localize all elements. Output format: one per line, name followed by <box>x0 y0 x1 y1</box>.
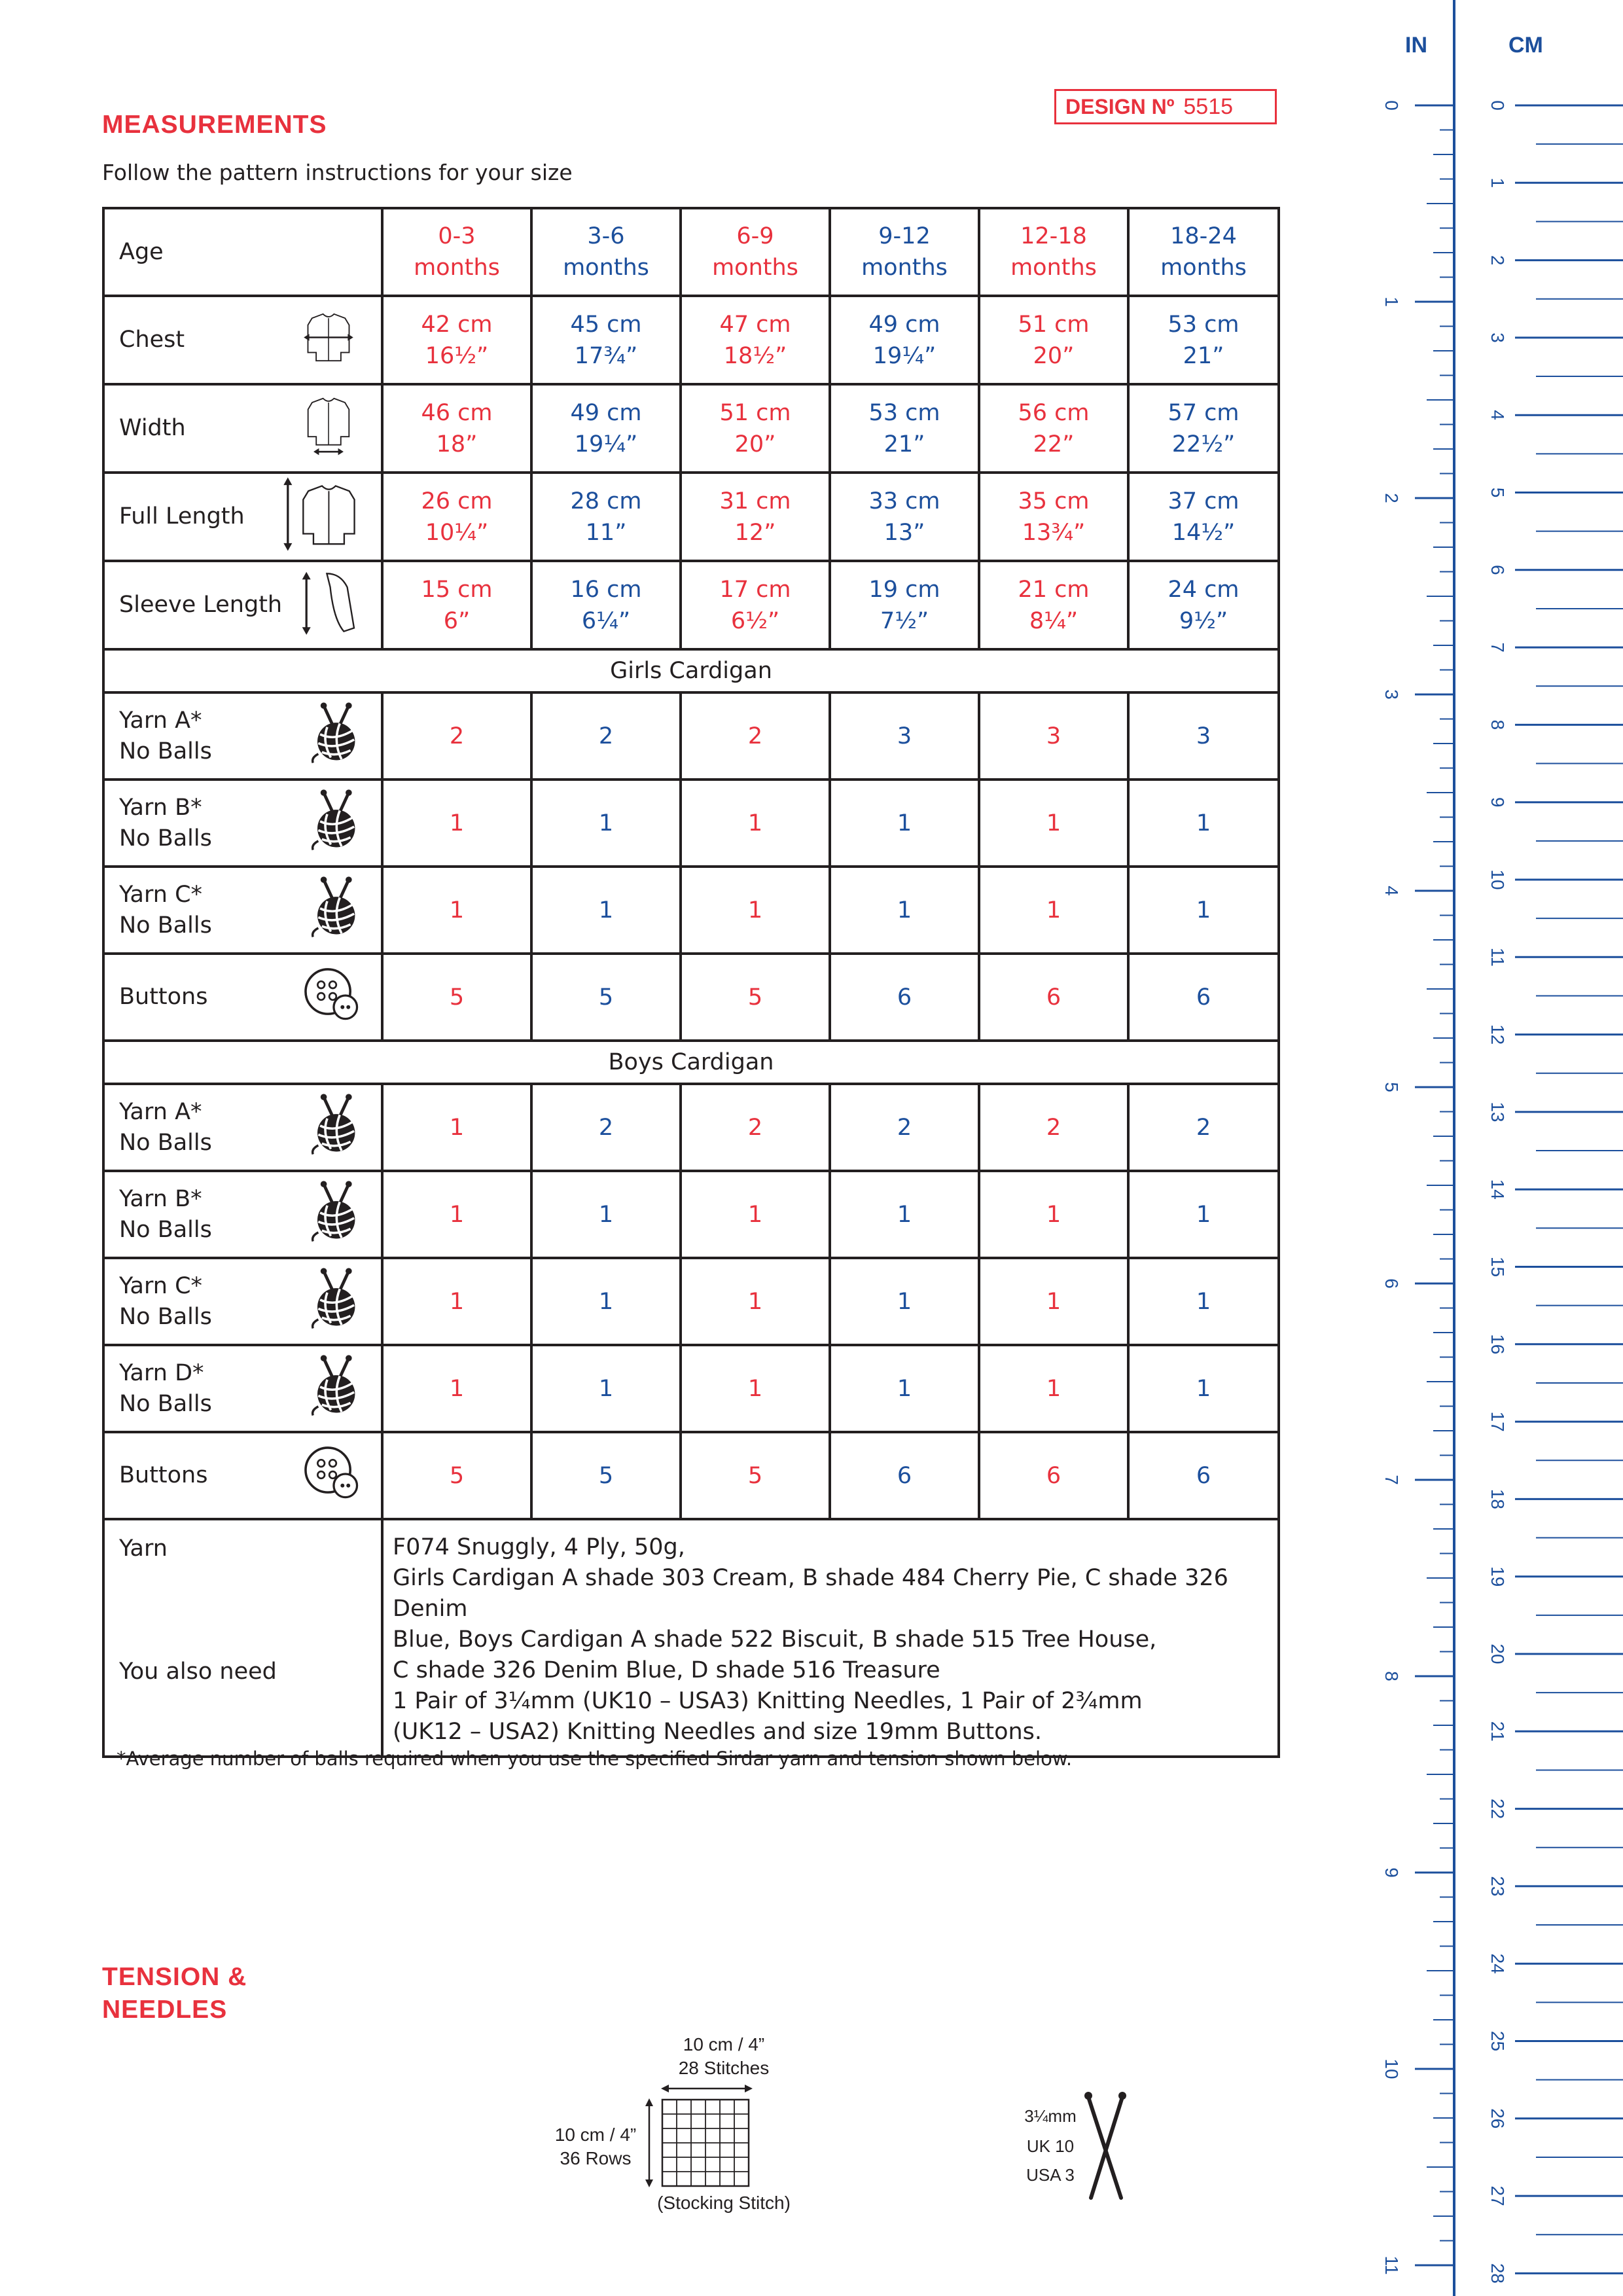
value-cm: 31 cm <box>719 488 791 514</box>
quantity-value: 1 <box>979 780 1128 867</box>
measurement-value-cell <box>830 384 979 473</box>
ruler-cm-number: 7 <box>1488 642 1508 653</box>
value-cm: 17 cm <box>719 576 791 603</box>
quantity-label-cell <box>103 780 382 867</box>
ruler-inch-number: 2 <box>1382 493 1402 503</box>
ruler-cm-number: 0 <box>1488 100 1508 111</box>
ruler-cm-number: 22 <box>1488 1799 1508 1820</box>
quantity-value: 1 <box>1128 1171 1279 1258</box>
ruler-cm-number: 1 <box>1488 177 1508 188</box>
tension-grid-icon <box>537 2029 812 2193</box>
quantity-value: 2 <box>1128 1084 1279 1171</box>
ruler-inch-number: 6 <box>1382 1278 1402 1289</box>
needle-uk-size: UK 10 <box>1026 2136 1075 2156</box>
quantity-label-cell <box>103 1345 382 1432</box>
value-in: 19¼” <box>872 342 936 369</box>
quantity-value: 2 <box>681 692 830 780</box>
quantity-value: 2 <box>681 1084 830 1171</box>
ruler-cm-number: 21 <box>1488 1721 1508 1742</box>
measurement-row <box>103 296 1279 384</box>
ruler-cm-number: 2 <box>1488 255 1508 266</box>
quantity-label-cell <box>103 954 382 1041</box>
quantity-value: 1 <box>531 1171 681 1258</box>
quantity-value: 1 <box>830 780 979 867</box>
ruler-inch-number: 9 <box>1382 1867 1402 1878</box>
boys-section-row <box>103 1041 1279 1084</box>
value-in: 18” <box>436 431 478 457</box>
quantity-sublabel: No Balls <box>119 1303 212 1330</box>
size-unit: months <box>861 255 948 281</box>
measurement-value-cell <box>1128 296 1279 384</box>
value-cm: 37 cm <box>1168 488 1240 514</box>
measurement-label: Width <box>119 415 186 441</box>
value-in: 7½” <box>880 607 929 634</box>
quantity-label-cell <box>103 867 382 954</box>
measurement-value-cell <box>531 296 681 384</box>
also-need-line: 1 Pair of 3¼mm (UK10 – USA3) Knitting Needles, 1 Pair of 2¾mm <box>393 1688 1143 1714</box>
measurement-label-cell <box>103 561 382 649</box>
quantity-label-cell <box>103 692 382 780</box>
quantity-value: 5 <box>531 1432 681 1519</box>
value-cm: 33 cm <box>868 488 940 514</box>
ruler-cm-number: 8 <box>1488 719 1508 730</box>
design-number: 5515 <box>1183 94 1234 119</box>
yarn-details-cell <box>382 1519 1279 1757</box>
size-unit: months <box>414 255 500 281</box>
ruler-cm-number: 9 <box>1488 797 1508 808</box>
measurement-label-cell <box>103 296 382 384</box>
value-cm: 46 cm <box>421 399 493 426</box>
needle-size: 3¼mm <box>1024 2106 1077 2126</box>
size-header-cell <box>531 208 681 296</box>
quantity-value: 2 <box>830 1084 979 1171</box>
quantity-label: Yarn A* <box>119 707 202 734</box>
footnote: *Average number of balls required when you use the specified Sirdar yarn and tension shown below. <box>116 1748 1073 1770</box>
ruler-inch-number: 5 <box>1382 1082 1402 1092</box>
size-unit: months <box>712 255 798 281</box>
quantity-value: 3 <box>1128 692 1279 780</box>
measurement-label: Sleeve Length <box>119 592 283 618</box>
value-in: 16½” <box>425 342 489 369</box>
measurement-value-cell <box>830 296 979 384</box>
quantity-value: 2 <box>531 1084 681 1171</box>
yarn-label: Yarn <box>119 1535 168 1562</box>
measurement-value-cell <box>979 561 1128 649</box>
measurement-value-cell <box>531 473 681 561</box>
value-in: 6½” <box>730 607 780 634</box>
quantity-value: 1 <box>382 1258 531 1345</box>
tension-height-label: 10 cm / 4” <box>554 2125 637 2145</box>
ruler-cm-number: 5 <box>1488 487 1508 498</box>
value-in: 19¼” <box>574 431 638 457</box>
size-range: 6-9 <box>736 223 774 249</box>
quantity-sublabel: No Balls <box>119 1129 212 1156</box>
quantity-row <box>103 1432 1279 1519</box>
ruler-cm-number: 4 <box>1488 410 1508 420</box>
measurement-label-cell <box>103 473 382 561</box>
quantity-value: 1 <box>681 780 830 867</box>
age-label-cell <box>103 208 382 296</box>
measurement-value-cell <box>979 296 1128 384</box>
quantity-value: 2 <box>979 1084 1128 1171</box>
value-in: 8¼” <box>1029 607 1079 634</box>
value-in: 22½” <box>1171 431 1236 457</box>
button-icon <box>302 966 361 1028</box>
tension-stitch-type: (Stocking Stitch) <box>657 2193 791 2213</box>
measuring-ruler <box>1364 0 1623 2296</box>
quantity-label-cell <box>103 1432 382 1519</box>
quantity-value: 1 <box>830 867 979 954</box>
design-label: DESIGN Nº <box>1065 94 1175 118</box>
measurement-row <box>103 384 1279 473</box>
measurement-value-cell <box>382 473 531 561</box>
measurements-table <box>102 207 1280 1758</box>
quantity-value: 1 <box>681 867 830 954</box>
quantity-value: 1 <box>1128 1345 1279 1432</box>
tension-rows-label: 36 Rows <box>560 2148 632 2168</box>
value-in: 18½” <box>723 342 787 369</box>
quantity-value: 5 <box>681 1432 830 1519</box>
ruler-cm-number: 28 <box>1488 2263 1508 2284</box>
value-in: 20” <box>1033 342 1075 369</box>
ruler-cm-number: 12 <box>1488 1024 1508 1045</box>
ruler-cm-number: 11 <box>1488 947 1508 967</box>
design-number-box <box>1054 89 1277 124</box>
measurement-label: Chest <box>119 327 185 353</box>
quantity-label: Yarn B* <box>119 1185 202 1212</box>
size-range: 3-6 <box>587 223 625 249</box>
quantity-value: 1 <box>1128 1258 1279 1345</box>
value-cm: 51 cm <box>719 399 791 426</box>
quantity-row <box>103 1084 1279 1171</box>
tension-stitches-label: 28 Stitches <box>678 2058 770 2078</box>
size-unit: months <box>563 255 649 281</box>
quantity-row <box>103 692 1279 780</box>
measurement-value-cell <box>979 384 1128 473</box>
yarn-ball-icon <box>308 702 361 770</box>
quantity-value: 1 <box>382 780 531 867</box>
ruler-cm-number: 10 <box>1488 869 1508 890</box>
value-cm: 19 cm <box>868 576 940 603</box>
size-header-cell <box>830 208 979 296</box>
also-need-label: You also need <box>119 1659 277 1685</box>
quantity-value: 1 <box>1128 867 1279 954</box>
needles-diagram <box>1021 2088 1152 2206</box>
measurement-value-cell <box>681 561 830 649</box>
value-cm: 53 cm <box>1168 311 1240 338</box>
value-cm: 45 cm <box>570 311 642 338</box>
ruler-cm-number: 6 <box>1488 565 1508 575</box>
value-cm: 21 cm <box>1018 576 1090 603</box>
ruler-cm-number: 19 <box>1488 1566 1508 1587</box>
measurement-value-cell <box>681 296 830 384</box>
button-icon <box>302 1444 361 1507</box>
quantity-value: 1 <box>830 1171 979 1258</box>
value-in: 12” <box>734 519 776 546</box>
quantity-value: 5 <box>681 954 830 1041</box>
ruler-cm-label: CM <box>1508 33 1543 58</box>
size-unit: months <box>1160 255 1247 281</box>
ruler-inch-number: 4 <box>1382 886 1402 896</box>
size-header-cell <box>1128 208 1279 296</box>
value-cm: 42 cm <box>421 311 493 338</box>
yarn-detail-line: Girls Cardigan A shade 303 Cream, B shade 484 Cherry Pie, C shade 326 Denim <box>393 1565 1228 1622</box>
value-cm: 15 cm <box>421 576 493 603</box>
quantity-label: Yarn C* <box>119 881 203 908</box>
measurement-label: Full Length <box>119 503 245 529</box>
yarn-ball-icon <box>308 1354 361 1423</box>
quantity-sublabel: No Balls <box>119 912 212 939</box>
ruler-inch-number: 11 <box>1382 2255 1402 2275</box>
value-cm: 47 cm <box>719 311 791 338</box>
quantity-value: 1 <box>531 1258 681 1345</box>
value-cm: 24 cm <box>1168 576 1240 603</box>
size-header-cell <box>681 208 830 296</box>
knitting-needles-icon <box>1083 2088 1129 2202</box>
measurement-value-cell <box>531 561 681 649</box>
quantity-value: 1 <box>531 780 681 867</box>
quantity-label-cell <box>103 1171 382 1258</box>
measurement-value-cell <box>1128 384 1279 473</box>
value-cm: 51 cm <box>1018 311 1090 338</box>
value-in: 6¼” <box>581 607 631 634</box>
quantity-value: 1 <box>979 867 1128 954</box>
ruler-inch-number: 1 <box>1382 296 1402 307</box>
value-in: 13” <box>883 519 925 546</box>
value-in: 6” <box>443 607 471 634</box>
age-row <box>103 208 1279 296</box>
yarn-ball-icon <box>308 1267 361 1336</box>
tension-width-label: 10 cm / 4” <box>683 2034 765 2054</box>
measurement-value-cell <box>382 296 531 384</box>
quantity-label: Buttons <box>119 1462 208 1488</box>
ruler-cm-number: 13 <box>1488 1102 1508 1122</box>
quantity-value: 6 <box>1128 1432 1279 1519</box>
quantity-value: 1 <box>382 1171 531 1258</box>
measurement-value-cell <box>1128 473 1279 561</box>
ruler-cm-number: 3 <box>1488 332 1508 343</box>
value-cm: 35 cm <box>1018 488 1090 514</box>
sleeve-length-icon <box>296 568 361 642</box>
width-icon <box>296 394 361 463</box>
value-in: 22” <box>1033 431 1075 457</box>
quantity-value: 5 <box>531 954 681 1041</box>
ruler-cm-number: 18 <box>1488 1488 1508 1509</box>
quantity-value: 6 <box>830 1432 979 1519</box>
girls-section-row <box>103 649 1279 692</box>
ruler-inch-number: 10 <box>1382 2058 1402 2079</box>
yarn-ball-icon <box>308 876 361 944</box>
size-range: 9-12 <box>878 223 931 249</box>
measurement-value-cell <box>681 384 830 473</box>
ruler-cm-number: 27 <box>1488 2185 1508 2206</box>
measurement-value-cell <box>830 561 979 649</box>
tension-diagram <box>537 2029 812 2225</box>
quantity-value: 1 <box>382 1084 531 1171</box>
quantity-value: 6 <box>1128 954 1279 1041</box>
quantity-value: 1 <box>830 1258 979 1345</box>
boys-section-title: Boys Cardigan <box>103 1041 1279 1084</box>
measurement-label-cell <box>103 384 382 473</box>
quantity-row <box>103 1171 1279 1258</box>
value-in: 9½” <box>1179 607 1228 634</box>
girls-section-title: Girls Cardigan <box>103 649 1279 692</box>
measurements-heading: MEASUREMENTS <box>102 111 327 139</box>
chest-width-icon <box>296 310 361 370</box>
full-length-icon <box>283 475 361 558</box>
yarn-detail-line: Blue, Boys Cardigan A shade 522 Biscuit, B shade 515 Tree House, <box>393 1626 1157 1653</box>
size-range: 0-3 <box>438 223 476 249</box>
value-cm: 28 cm <box>570 488 642 514</box>
value-in: 17¾” <box>574 342 638 369</box>
ruler-inch-number: 8 <box>1382 1671 1402 1681</box>
quantity-label: Yarn C* <box>119 1272 203 1299</box>
quantity-value: 1 <box>681 1258 830 1345</box>
ruler-cm-number: 25 <box>1488 2030 1508 2052</box>
tension-heading-line2: NEEDLES <box>102 1996 228 2024</box>
size-header-cell <box>979 208 1128 296</box>
ruler-inch-number: 7 <box>1382 1475 1402 1485</box>
size-header-cell <box>382 208 531 296</box>
quantity-label-cell <box>103 1258 382 1345</box>
quantity-sublabel: No Balls <box>119 738 212 764</box>
quantity-value: 6 <box>979 954 1128 1041</box>
measurement-value-cell <box>1128 561 1279 649</box>
quantity-value: 2 <box>382 692 531 780</box>
value-cm: 53 cm <box>868 399 940 426</box>
quantity-row <box>103 1258 1279 1345</box>
value-in: 20” <box>734 431 776 457</box>
measurement-row <box>103 561 1279 649</box>
ruler-cm-number: 16 <box>1488 1334 1508 1355</box>
value-cm: 56 cm <box>1018 399 1090 426</box>
quantity-row <box>103 780 1279 867</box>
ruler-cm-number: 20 <box>1488 1643 1508 1664</box>
measurement-value-cell <box>681 473 830 561</box>
quantity-value: 2 <box>531 692 681 780</box>
yarn-detail-line: F074 Snuggly, 4 Ply, 50g, <box>393 1534 685 1560</box>
quantity-value: 1 <box>830 1345 979 1432</box>
quantity-label: Yarn B* <box>119 794 202 821</box>
ruler-inch-number: 0 <box>1382 100 1402 111</box>
measurement-value-cell <box>382 561 531 649</box>
yarn-details-row <box>103 1519 1279 1757</box>
size-unit: months <box>1010 255 1097 281</box>
quantity-label-cell <box>103 1084 382 1171</box>
yarn-ball-icon <box>308 1093 361 1162</box>
yarn-label-cell <box>103 1519 382 1757</box>
size-range: 12-18 <box>1020 223 1087 249</box>
value-cm: 49 cm <box>570 399 642 426</box>
ruler-cm-number: 23 <box>1488 1876 1508 1897</box>
quantity-row <box>103 867 1279 954</box>
quantity-value: 1 <box>681 1171 830 1258</box>
size-range: 18-24 <box>1170 223 1237 249</box>
measurement-value-cell <box>382 384 531 473</box>
quantity-value: 1 <box>979 1171 1128 1258</box>
value-in: 13¾” <box>1022 519 1086 546</box>
value-in: 10¼” <box>425 519 489 546</box>
ruler-cm-number: 26 <box>1488 2108 1508 2129</box>
quantity-label: Yarn D* <box>119 1359 204 1386</box>
quantity-value: 1 <box>382 1345 531 1432</box>
needle-usa-size: USA 3 <box>1026 2165 1075 2185</box>
ruler-inch-number: 3 <box>1382 689 1402 700</box>
ruler-cm-number: 17 <box>1488 1411 1508 1432</box>
quantity-value: 1 <box>979 1258 1128 1345</box>
quantity-value: 3 <box>979 692 1128 780</box>
measurement-row <box>103 473 1279 561</box>
quantity-value: 6 <box>830 954 979 1041</box>
value-cm: 57 cm <box>1168 399 1240 426</box>
value-in: 14½” <box>1171 519 1236 546</box>
ruler-scale <box>1364 0 1623 2296</box>
quantity-value: 3 <box>830 692 979 780</box>
quantity-value: 6 <box>979 1432 1128 1519</box>
yarn-ball-icon <box>308 1180 361 1249</box>
yarn-detail-line: C shade 326 Denim Blue, D shade 516 Treasure <box>393 1657 940 1683</box>
tension-heading-line1: TENSION & <box>102 1963 247 1991</box>
measurement-value-cell <box>531 384 681 473</box>
age-label: Age <box>119 238 164 265</box>
quantity-value: 1 <box>979 1345 1128 1432</box>
subtitle: Follow the pattern instructions for your size <box>102 160 573 185</box>
ruler-in-label: IN <box>1405 33 1427 58</box>
quantity-row <box>103 1345 1279 1432</box>
value-cm: 16 cm <box>570 576 642 603</box>
quantity-value: 1 <box>1128 780 1279 867</box>
ruler-cm-number: 15 <box>1488 1256 1508 1278</box>
value-in: 21” <box>883 431 925 457</box>
value-in: 11” <box>585 519 627 546</box>
quantity-value: 1 <box>531 867 681 954</box>
quantity-sublabel: No Balls <box>119 825 212 852</box>
quantity-value: 1 <box>531 1345 681 1432</box>
value-cm: 26 cm <box>421 488 493 514</box>
tension-needles-heading <box>102 1961 247 2026</box>
measurement-value-cell <box>979 473 1128 561</box>
quantity-value: 1 <box>681 1345 830 1432</box>
yarn-ball-icon <box>308 789 361 857</box>
quantity-sublabel: No Balls <box>119 1216 212 1243</box>
ruler-cm-number: 14 <box>1488 1179 1508 1200</box>
quantity-label: Yarn A* <box>119 1098 202 1125</box>
measurement-value-cell <box>830 473 979 561</box>
value-cm: 49 cm <box>868 311 940 338</box>
also-need-line: (UK12 – USA2) Knitting Needles and size 19mm Buttons. <box>393 1719 1043 1745</box>
quantity-row <box>103 954 1279 1041</box>
quantity-value: 1 <box>382 867 531 954</box>
quantity-value: 5 <box>382 1432 531 1519</box>
quantity-label: Buttons <box>119 984 208 1010</box>
value-in: 21” <box>1183 342 1224 369</box>
quantity-sublabel: No Balls <box>119 1390 212 1417</box>
quantity-value: 5 <box>382 954 531 1041</box>
ruler-cm-number: 24 <box>1488 1953 1508 1974</box>
